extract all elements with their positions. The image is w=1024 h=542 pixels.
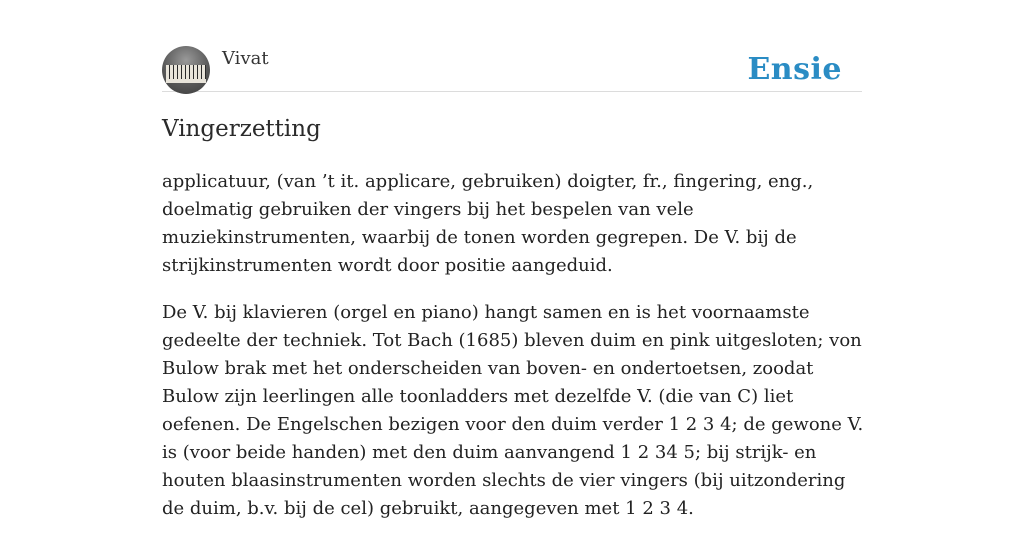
author-name[interactable]: Vivat xyxy=(222,48,269,69)
page-header xyxy=(162,46,862,92)
keyboard-image-icon xyxy=(166,65,206,79)
paragraph-1: applicatuur, (van ’t it. applicare, gebruiken) doigter, fr., fingering, eng., doelmatig gebruiken der vingers bij het bespelen van vele muziekinstrumenten, waarbij de tonen worden gegrepen. De V. bij de strijkinstrumenten wordt door positie aangeduid. xyxy=(162,171,814,276)
author-avatar[interactable] xyxy=(162,46,210,94)
brand-logo[interactable]: Ensie xyxy=(747,52,842,87)
article-body xyxy=(162,168,864,542)
keyboard-base-icon xyxy=(166,79,206,83)
page-title: Vingerzetting xyxy=(162,116,321,142)
paragraph-2: De V. bij klavieren (orgel en piano) hangt samen en is het voornaamste gedeelte der techniek. Tot Bach (1685) bleven duim en pink uitgesloten; von Bulow brak met het onderscheiden van boven- en ondertoetsen, zoodat Bulow zijn leerlingen alle toonladders met dezelfde V. (die van C) liet oefenen. De Engelschen bezigen voor den duim verder 1 2 3 4; de gewone V. is (voor beide handen) met den duim aanvangend 1 2 34 5; bij strijk- en houten blaasinstrumenten worden slechts de vier vingers (bij uitzondering de duim, b.v. bij de cel) gebruikt, aangegeven met 1 2 3 4. xyxy=(162,302,864,519)
